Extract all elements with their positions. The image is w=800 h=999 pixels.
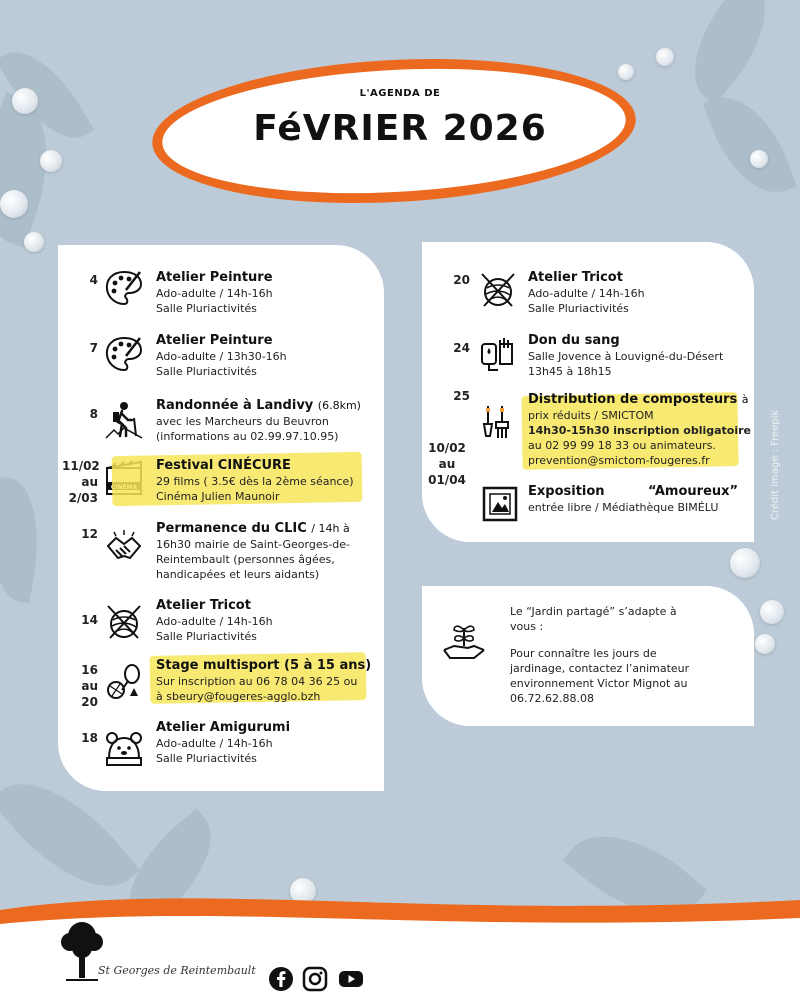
bear-icon xyxy=(104,728,144,768)
event-date: 20 xyxy=(453,273,470,287)
event-title: Atelier Tricot xyxy=(528,270,623,285)
facebook-icon[interactable] xyxy=(268,966,294,992)
event-detail: Cinéma Julien Maunoir xyxy=(156,490,280,503)
footer-band xyxy=(0,890,800,999)
event-date: 8 xyxy=(89,407,98,421)
yarn-icon xyxy=(104,602,144,642)
event-detail: prevention@smictom-fougeres.fr xyxy=(528,454,710,467)
event-date: 25 xyxy=(453,389,470,403)
event-detail: Ado-adulte / 13h30-16h xyxy=(156,350,287,363)
event-date: 11/02 au 2/03 xyxy=(62,459,100,505)
garden-text: vous : xyxy=(510,620,544,633)
instagram-icon[interactable] xyxy=(302,966,328,992)
event-title: Exposition xyxy=(528,484,605,499)
event-title: Stage multisport (5 à 15 ans) xyxy=(156,658,372,673)
event-title: Atelier Peinture xyxy=(156,333,273,348)
garden-tools-icon xyxy=(478,404,518,444)
frame-icon xyxy=(480,484,520,524)
event-title: “Amoureux” xyxy=(648,484,739,499)
sports-icon xyxy=(104,662,144,702)
event-detail: Salle Jovence à Louvigné-du-Désert xyxy=(528,350,724,363)
event-detail: 16h30 mairie de Saint-Georges-de- xyxy=(156,538,351,551)
event-detail: à sbeury@fougeres-agglo.bzh xyxy=(156,690,321,703)
event-date: 4 xyxy=(89,273,98,287)
garden-text: Le “Jardin partagé” s’adapte à xyxy=(510,605,677,618)
event-date: 10/02 au 01/04 xyxy=(428,441,466,487)
event-detail: Ado-adulte / 14h-16h xyxy=(528,287,645,300)
plant-hand-icon xyxy=(440,616,488,664)
event-date: 14 xyxy=(81,613,98,627)
agenda-card-left xyxy=(58,245,384,791)
hiker-icon xyxy=(104,400,144,440)
event-detail: prix réduits / SMICTOM xyxy=(528,409,654,422)
event-title: Distribution de composteurs à xyxy=(528,392,749,407)
event-date: 24 xyxy=(453,341,470,355)
event-title: Don du sang xyxy=(528,333,620,348)
garden-text: environnement Victor Mignot au xyxy=(510,677,688,690)
event-date: 7 xyxy=(89,341,98,355)
page-title: FéVRIER 2026 xyxy=(253,108,547,149)
event-detail: Salle Pluriactivités xyxy=(156,630,257,643)
event-detail: Salle Pluriactivités xyxy=(156,302,257,315)
garden-text: 06.72.62.88.08 xyxy=(510,692,594,705)
palette-icon xyxy=(104,268,144,308)
event-title: Atelier Tricot xyxy=(156,598,251,613)
event-detail: 14h30-15h30 inscription obligatoire xyxy=(528,424,752,437)
event-title: Atelier Amigurumi xyxy=(156,720,291,735)
palette-icon xyxy=(104,334,144,374)
event-date: 18 xyxy=(81,731,98,745)
event-title: Randonnée à Landivy (6.8km) xyxy=(156,398,361,413)
garden-text: Pour connaître les jours de xyxy=(510,647,657,660)
youtube-icon[interactable] xyxy=(338,966,364,992)
event-title: Permanence du CLIC / 14h à xyxy=(156,521,350,536)
event-title: Atelier Peinture xyxy=(156,270,273,285)
image-credit: Crédit image : Freepik xyxy=(770,409,781,520)
event-detail: Salle Pluriactivités xyxy=(156,752,257,765)
yarn-icon xyxy=(478,270,518,310)
event-detail: avec les Marcheurs du Beuvron xyxy=(156,415,329,428)
event-date: 12 xyxy=(81,527,98,541)
event-detail: Salle Pluriactivités xyxy=(156,365,257,378)
event-detail: Reintembault (personnes âgées, xyxy=(156,553,335,566)
handshake-icon xyxy=(104,528,144,568)
event-detail: Ado-adulte / 14h-16h xyxy=(156,287,273,300)
event-detail: 13h45 à 18h15 xyxy=(528,365,612,378)
event-detail: Ado-adulte / 14h-16h xyxy=(156,615,273,628)
event-detail: au 02 99 99 18 33 ou animateurs. xyxy=(528,439,716,452)
event-detail: handicapées et leurs aidants) xyxy=(156,568,320,581)
header-kicker: L'AGENDA DE xyxy=(359,88,441,99)
blood-donation-icon xyxy=(478,334,518,374)
event-date: 16 au 20 xyxy=(81,663,98,709)
event-detail: Salle Pluriactivités xyxy=(528,302,629,315)
event-detail: 29 films ( 3.5€ dès la 2ème séance) xyxy=(156,475,354,488)
event-title: Festival CINÉCURE xyxy=(156,458,291,473)
event-detail: entrée libre / Médiathèque BIMÉLU xyxy=(528,501,719,514)
town-name: St Georges de Reintembault xyxy=(98,964,256,977)
event-detail: Sur inscription au 06 78 04 36 25 ou xyxy=(156,675,358,688)
event-detail: (informations au 02.99.97.10.95) xyxy=(156,430,339,443)
garden-text: jardinage, contactez l’animateur xyxy=(510,662,690,675)
event-detail: Ado-adulte / 14h-16h xyxy=(156,737,273,750)
